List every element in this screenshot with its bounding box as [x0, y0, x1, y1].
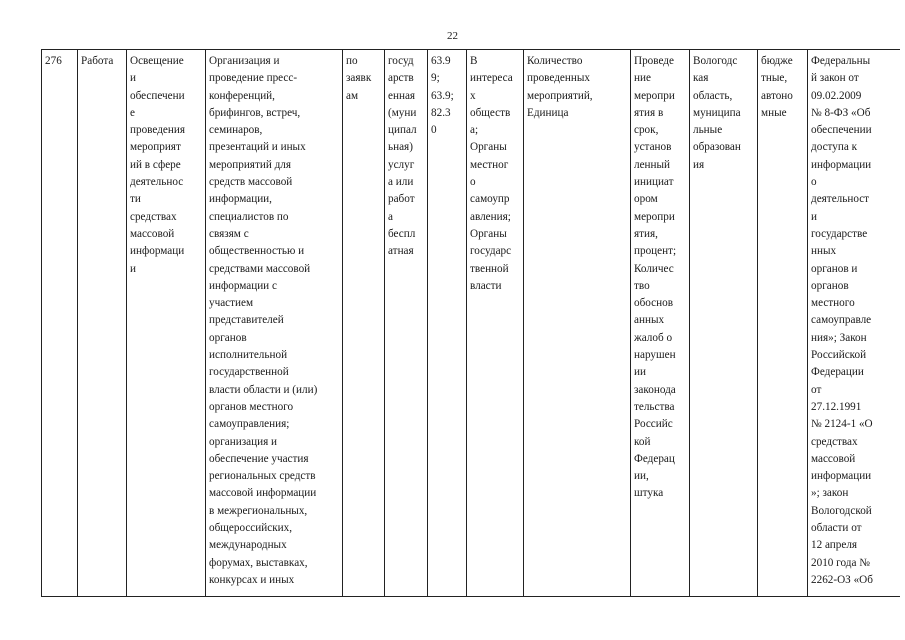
row-institution-type: бюдже тные, автоно мные [761, 55, 793, 119]
row-volume-indicator: Количество проведенных мероприятий, Единица [527, 55, 593, 119]
row-okved: 63.9 9; 63.9; 82.3 0 [431, 55, 454, 137]
row-quality-indicator: Проведе ние меропри ятия в срок, установ ленный инициат ором меропри ятия, процент; Количес тво обоснов анных жалоб о нарушен ии законода тельства Российс кой Федерац ии, штука [634, 55, 677, 500]
row-interests: В интереса х обществ а; Органы местног о самоупр авления; Органы государс твенной власти [470, 55, 513, 292]
row-type: Работа [81, 55, 114, 67]
row-volume-indicator-cell [524, 50, 631, 597]
row-basis-cell [343, 50, 385, 597]
row-number: 276 [45, 55, 62, 67]
row-description: Организация и проведение пресс- конференций, брифингов, встреч, семинаров, презентаций и иных мероприятий для средств массовой информации, специалистов по связям с общественностью и средствами массовой информации с участием представителей органов исполнительной государственной власти области и (или) органов местного самоуправления; организация и обеспечение участия региональных средств массовой информации в межрегиональных, общероссийских, международных форумах, выставках, конкурсах и иных [209, 55, 318, 586]
row-authority-cell [690, 50, 758, 597]
row-service-type-cell [385, 50, 428, 597]
row-okved-cell [428, 50, 467, 597]
row-authority: Вологодс кая область, муниципа льные образован ия [693, 55, 741, 171]
row-number-cell [42, 50, 78, 597]
row-interests-cell [467, 50, 524, 597]
row-institution-type-cell [758, 50, 808, 597]
row-legal-basis-cell [808, 50, 900, 597]
page-number: 22 [447, 30, 458, 42]
row-service-type: госуд арств енная (муни ципал ьная) услуг а или работ а беспл атная [388, 55, 417, 258]
row-name-cell [127, 50, 206, 597]
row-quality-indicator-cell [631, 50, 690, 597]
row-legal-basis: Федеральны й закон от 09.02.2009 № 8-ФЗ «Об обеспечении доступа к информации о деятельност и государстве нных органов и органов местного самоуправле ния»; Закон Российской Федерации от 27.12.1991 № 2124-1 «О средствах массовой информации »; закон Вологодской области от 12 апреля 2010 года № 2262-ОЗ «Об [811, 55, 873, 586]
row-name: Освещение и обеспечени е проведения мероприят ий в сфере деятельнос ти средствах массовой информаци и [130, 55, 185, 275]
row-type-cell [78, 50, 127, 597]
row-description-cell [206, 50, 343, 597]
row-basis: по заявк ам [346, 55, 372, 102]
registry-table [41, 49, 900, 597]
table-row [42, 50, 900, 597]
